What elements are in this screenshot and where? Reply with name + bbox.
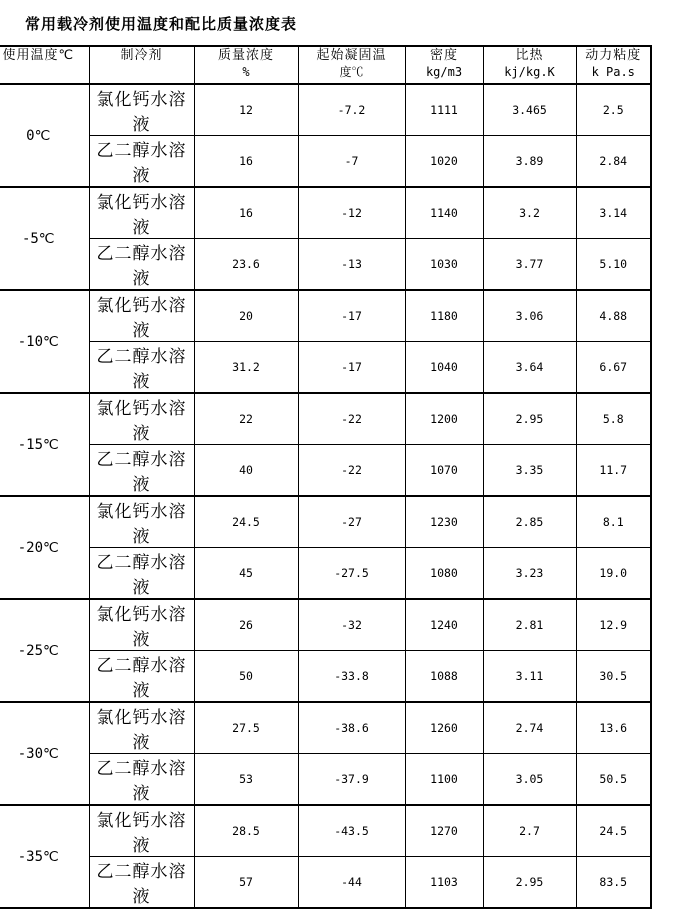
freezing-temp-cell: -12 bbox=[298, 187, 405, 239]
header-usage-temp bbox=[0, 46, 89, 84]
header-row bbox=[0, 46, 651, 84]
freezing-temp-cell: -7.2 bbox=[298, 84, 405, 136]
viscosity-cell: 13.6 bbox=[576, 702, 651, 754]
header-unit: kg/m3 bbox=[425, 65, 463, 79]
concentration-cell: 20 bbox=[194, 290, 298, 342]
viscosity-cell: 4.88 bbox=[576, 290, 651, 342]
specific-heat-cell: 3.23 bbox=[483, 548, 576, 600]
specific-heat-cell: 2.7 bbox=[483, 805, 576, 857]
viscosity-cell: 5.8 bbox=[576, 393, 651, 445]
density-cell: 1020 bbox=[405, 136, 483, 188]
specific-heat-cell: 2.85 bbox=[483, 496, 576, 548]
coolant-name-cell: 氯化钙水溶液 bbox=[89, 393, 194, 445]
freezing-temp-cell: -7 bbox=[298, 136, 405, 188]
specific-heat-cell: 3.64 bbox=[483, 342, 576, 394]
table-row bbox=[0, 393, 651, 445]
concentration-cell: 22 bbox=[194, 393, 298, 445]
density-cell: 1180 bbox=[405, 290, 483, 342]
freezing-temp-cell: -17 bbox=[298, 342, 405, 394]
concentration-cell: 23.6 bbox=[194, 239, 298, 291]
density-cell: 1080 bbox=[405, 548, 483, 600]
temp-cell: -15℃ bbox=[0, 393, 89, 496]
table-body bbox=[0, 84, 651, 908]
table-row bbox=[0, 651, 651, 703]
density-cell: 1140 bbox=[405, 187, 483, 239]
density-cell: 1270 bbox=[405, 805, 483, 857]
viscosity-cell: 19.0 bbox=[576, 548, 651, 600]
viscosity-cell: 12.9 bbox=[576, 599, 651, 651]
concentration-cell: 53 bbox=[194, 754, 298, 806]
temp-cell: -20℃ bbox=[0, 496, 89, 599]
freezing-temp-cell: -43.5 bbox=[298, 805, 405, 857]
coolant-name-cell: 乙二醇水溶液 bbox=[89, 651, 194, 703]
table-row bbox=[0, 187, 651, 239]
header-unit: % bbox=[242, 65, 250, 79]
density-cell: 1260 bbox=[405, 702, 483, 754]
specific-heat-cell: 2.95 bbox=[483, 393, 576, 445]
coolant-name-cell: 乙二醇水溶液 bbox=[89, 445, 194, 497]
coolant-name-cell: 乙二醇水溶液 bbox=[89, 548, 194, 600]
freezing-temp-cell: -37.9 bbox=[298, 754, 405, 806]
concentration-cell: 12 bbox=[194, 84, 298, 136]
header-mass-concentration bbox=[194, 46, 298, 84]
temp-cell: -35℃ bbox=[0, 805, 89, 908]
table-row bbox=[0, 445, 651, 497]
concentration-cell: 16 bbox=[194, 187, 298, 239]
viscosity-cell: 24.5 bbox=[576, 805, 651, 857]
viscosity-cell: 2.5 bbox=[576, 84, 651, 136]
header-text: 比热 bbox=[515, 48, 544, 63]
header-text: 动力粘度 bbox=[585, 48, 642, 63]
concentration-cell: 40 bbox=[194, 445, 298, 497]
viscosity-cell: 8.1 bbox=[576, 496, 651, 548]
density-cell: 1100 bbox=[405, 754, 483, 806]
table-row bbox=[0, 599, 651, 651]
header-refrigerant bbox=[89, 46, 194, 84]
table-row bbox=[0, 754, 651, 806]
freezing-temp-cell: -13 bbox=[298, 239, 405, 291]
specific-heat-cell: 3.35 bbox=[483, 445, 576, 497]
specific-heat-cell: 3.05 bbox=[483, 754, 576, 806]
viscosity-cell: 11.7 bbox=[576, 445, 651, 497]
header-unit: 度℃ bbox=[339, 65, 364, 79]
coolant-name-cell: 氯化钙水溶液 bbox=[89, 805, 194, 857]
temp-cell: -5℃ bbox=[0, 187, 89, 290]
freezing-temp-cell: -27.5 bbox=[298, 548, 405, 600]
temp-cell: -25℃ bbox=[0, 599, 89, 702]
table-row bbox=[0, 84, 651, 136]
viscosity-cell: 2.84 bbox=[576, 136, 651, 188]
header-text: 制冷剂 bbox=[120, 48, 163, 63]
density-cell: 1103 bbox=[405, 857, 483, 909]
viscosity-cell: 50.5 bbox=[576, 754, 651, 806]
header-unit: k Pa.s bbox=[591, 65, 635, 79]
table-row bbox=[0, 805, 651, 857]
coolant-name-cell: 乙二醇水溶液 bbox=[89, 136, 194, 188]
temp-cell: -10℃ bbox=[0, 290, 89, 393]
density-cell: 1240 bbox=[405, 599, 483, 651]
specific-heat-cell: 2.95 bbox=[483, 857, 576, 909]
freezing-temp-cell: -27 bbox=[298, 496, 405, 548]
coolant-name-cell: 氯化钙水溶液 bbox=[89, 496, 194, 548]
coolant-name-cell: 乙二醇水溶液 bbox=[89, 857, 194, 909]
specific-heat-cell: 3.89 bbox=[483, 136, 576, 188]
concentration-cell: 26 bbox=[194, 599, 298, 651]
density-cell: 1230 bbox=[405, 496, 483, 548]
freezing-temp-cell: -33.8 bbox=[298, 651, 405, 703]
concentration-cell: 57 bbox=[194, 857, 298, 909]
density-cell: 1030 bbox=[405, 239, 483, 291]
header-text: 质量浓度 bbox=[217, 48, 274, 63]
document-page bbox=[0, 13, 683, 909]
viscosity-cell: 83.5 bbox=[576, 857, 651, 909]
specific-heat-cell: 3.06 bbox=[483, 290, 576, 342]
density-cell: 1070 bbox=[405, 445, 483, 497]
header-text: 使用温度℃ bbox=[2, 48, 75, 63]
specific-heat-cell: 3.2 bbox=[483, 187, 576, 239]
viscosity-cell: 6.67 bbox=[576, 342, 651, 394]
coolant-name-cell: 氯化钙水溶液 bbox=[89, 187, 194, 239]
table-header bbox=[0, 46, 651, 84]
table-container bbox=[0, 45, 683, 909]
page-title: 常用载冷剂使用温度和配比质量浓度表 bbox=[25, 15, 298, 33]
viscosity-cell: 3.14 bbox=[576, 187, 651, 239]
specific-heat-cell: 3.11 bbox=[483, 651, 576, 703]
coolant-name-cell: 氯化钙水溶液 bbox=[89, 290, 194, 342]
table-row bbox=[0, 290, 651, 342]
freezing-temp-cell: -32 bbox=[298, 599, 405, 651]
table-row bbox=[0, 239, 651, 291]
concentration-cell: 27.5 bbox=[194, 702, 298, 754]
specific-heat-cell: 2.74 bbox=[483, 702, 576, 754]
concentration-cell: 24.5 bbox=[194, 496, 298, 548]
freezing-temp-cell: -44 bbox=[298, 857, 405, 909]
coolant-name-cell: 氯化钙水溶液 bbox=[89, 84, 194, 136]
concentration-cell: 50 bbox=[194, 651, 298, 703]
coolant-table bbox=[0, 45, 652, 909]
table-row bbox=[0, 857, 651, 909]
header-unit: kj/kg.K bbox=[504, 65, 555, 79]
concentration-cell: 16 bbox=[194, 136, 298, 188]
header-text: 起始凝固温 bbox=[316, 48, 387, 63]
coolant-name-cell: 氯化钙水溶液 bbox=[89, 702, 194, 754]
coolant-name-cell: 乙二醇水溶液 bbox=[89, 239, 194, 291]
viscosity-cell: 30.5 bbox=[576, 651, 651, 703]
header-text: 密度 bbox=[429, 48, 458, 63]
table-row bbox=[0, 496, 651, 548]
table-row bbox=[0, 342, 651, 394]
density-cell: 1111 bbox=[405, 84, 483, 136]
header-specific-heat bbox=[483, 46, 576, 84]
header-freezing-temp bbox=[298, 46, 405, 84]
specific-heat-cell: 3.465 bbox=[483, 84, 576, 136]
header-density bbox=[405, 46, 483, 84]
freezing-temp-cell: -38.6 bbox=[298, 702, 405, 754]
concentration-cell: 45 bbox=[194, 548, 298, 600]
density-cell: 1040 bbox=[405, 342, 483, 394]
table-row bbox=[0, 702, 651, 754]
header-dynamic-viscosity bbox=[576, 46, 651, 84]
freezing-temp-cell: -17 bbox=[298, 290, 405, 342]
density-cell: 1200 bbox=[405, 393, 483, 445]
freezing-temp-cell: -22 bbox=[298, 445, 405, 497]
density-cell: 1088 bbox=[405, 651, 483, 703]
freezing-temp-cell: -22 bbox=[298, 393, 405, 445]
specific-heat-cell: 2.81 bbox=[483, 599, 576, 651]
coolant-name-cell: 乙二醇水溶液 bbox=[89, 342, 194, 394]
temp-cell: -30℃ bbox=[0, 702, 89, 805]
coolant-name-cell: 氯化钙水溶液 bbox=[89, 599, 194, 651]
temp-cell: 0℃ bbox=[0, 84, 89, 187]
viscosity-cell: 5.10 bbox=[576, 239, 651, 291]
coolant-name-cell: 乙二醇水溶液 bbox=[89, 754, 194, 806]
specific-heat-cell: 3.77 bbox=[483, 239, 576, 291]
table-row bbox=[0, 136, 651, 188]
table-row bbox=[0, 548, 651, 600]
concentration-cell: 28.5 bbox=[194, 805, 298, 857]
concentration-cell: 31.2 bbox=[194, 342, 298, 394]
